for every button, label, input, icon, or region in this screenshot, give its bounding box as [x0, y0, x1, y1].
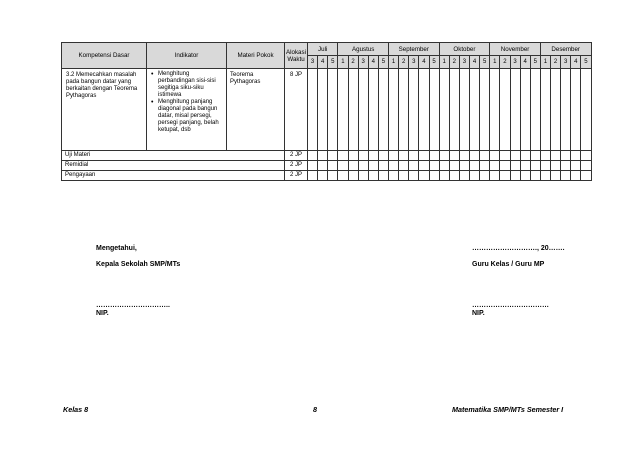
week-cell — [368, 151, 378, 161]
week-cell — [581, 69, 591, 151]
week-cell — [500, 151, 510, 161]
week-cell — [439, 151, 449, 161]
header-alokasi-line2: Waktu — [287, 55, 305, 63]
week-cell — [480, 171, 490, 181]
week-cell — [389, 151, 399, 161]
week-cell — [551, 171, 561, 181]
indikator-item: • Menghitung perbandingan sisi-sisi segitiga siku-siku istimewa — [151, 71, 224, 99]
header-month: Desember — [540, 43, 591, 56]
week-cell — [530, 69, 540, 151]
sub-row-jp: 2 JP — [285, 151, 308, 161]
week-cell — [318, 161, 328, 171]
week-cell — [308, 151, 318, 161]
header-week: 4 — [368, 56, 378, 69]
sub-row-label: Remidial — [62, 161, 285, 171]
header-indikator: Indikator — [147, 43, 227, 69]
week-cell — [389, 69, 399, 151]
week-cell — [530, 151, 540, 161]
week-cell — [338, 69, 348, 151]
week-cell — [449, 69, 459, 151]
header-month: September — [389, 43, 440, 56]
week-cell — [530, 161, 540, 171]
week-cell — [409, 161, 419, 171]
header-week: 4 — [419, 56, 429, 69]
header-week: 3 — [510, 56, 520, 69]
week-cell — [571, 161, 581, 171]
header-week: 4 — [318, 56, 328, 69]
week-cell — [510, 69, 520, 151]
week-cell — [581, 171, 591, 181]
week-cell — [419, 171, 429, 181]
week-cell — [459, 171, 469, 181]
header-week: 2 — [551, 56, 561, 69]
header-month: Oktober — [439, 43, 490, 56]
week-cell — [510, 161, 520, 171]
signature-left-nip: NIP. — [96, 310, 109, 317]
week-cell — [520, 69, 530, 151]
week-cell — [338, 171, 348, 181]
footer-page-number: 8 — [313, 405, 317, 414]
week-cell — [510, 171, 520, 181]
signature-mengetahui: Mengetahui, — [96, 245, 137, 252]
week-cell — [551, 161, 561, 171]
week-cell — [449, 161, 459, 171]
week-cell — [409, 69, 419, 151]
cell-kompetensi-dasar: 3.2 Memecahkan masalah pada bangun datar yang berkaitan dengan Teorema Pythagoras — [62, 69, 147, 151]
signature-kepala-sekolah: Kepala Sekolah SMP/MTs — [96, 261, 181, 268]
header-week: 4 — [571, 56, 581, 69]
week-cell — [449, 151, 459, 161]
table-row-sub — [62, 171, 592, 181]
week-cell — [581, 161, 591, 171]
week-cell — [368, 161, 378, 171]
week-cell — [540, 171, 550, 181]
week-cell — [470, 161, 480, 171]
header-week: 1 — [490, 56, 500, 69]
week-cell — [348, 69, 358, 151]
week-cell — [480, 151, 490, 161]
header-kompetensi-dasar: Kompetensi Dasar — [62, 43, 147, 69]
week-cell — [490, 69, 500, 151]
header-week: 1 — [439, 56, 449, 69]
table-row-sub — [62, 161, 592, 171]
week-cell — [378, 151, 388, 161]
week-cell — [500, 69, 510, 151]
header-week: 4 — [470, 56, 480, 69]
week-cell — [540, 161, 550, 171]
header-week: 3 — [561, 56, 571, 69]
week-cell — [348, 161, 358, 171]
table-row-kd-3-2 — [62, 69, 592, 151]
week-cell — [348, 171, 358, 181]
header-week: 2 — [500, 56, 510, 69]
signature-left-dots: ………………………….. — [96, 302, 170, 309]
week-cell — [490, 161, 500, 171]
week-cell — [308, 171, 318, 181]
week-cell — [439, 171, 449, 181]
week-cell — [439, 69, 449, 151]
signature-right-dots: …………………………… — [472, 302, 549, 309]
week-cell — [551, 151, 561, 161]
week-cell — [358, 171, 368, 181]
week-cell — [561, 171, 571, 181]
week-cell — [520, 151, 530, 161]
week-cell — [561, 161, 571, 171]
cell-indikator — [147, 69, 227, 151]
week-cell — [399, 151, 409, 161]
week-cell — [328, 69, 338, 151]
week-cell — [378, 171, 388, 181]
indikator-item: • Menghitung panjang diagonal pada bangun datar, misal persegi, persegi panjang, belah ketupat, dsb — [151, 99, 224, 134]
week-cell — [571, 171, 581, 181]
week-cell — [530, 171, 540, 181]
sub-row-label: Uji Materi — [62, 151, 285, 161]
week-cell — [480, 161, 490, 171]
week-cell — [470, 69, 480, 151]
header-alokasi-line1: Alokasi — [286, 48, 306, 56]
header-week: 5 — [480, 56, 490, 69]
sub-row-jp: 2 JP — [285, 161, 308, 171]
header-week: 3 — [459, 56, 469, 69]
week-cell — [419, 161, 429, 171]
week-cell — [389, 171, 399, 181]
header-month: Juli — [308, 43, 338, 56]
week-cell — [459, 151, 469, 161]
week-cell — [348, 151, 358, 161]
week-cell — [540, 69, 550, 151]
week-cell — [368, 69, 378, 151]
week-cell — [429, 171, 439, 181]
cell-materi-pokok: Teorema Pythagoras — [227, 69, 285, 151]
week-cell — [328, 171, 338, 181]
schedule-table — [61, 42, 592, 181]
week-cell — [490, 151, 500, 161]
sub-row-label: Pengayaan — [62, 171, 285, 181]
header-week: 5 — [581, 56, 591, 69]
week-cell — [318, 151, 328, 161]
week-cell — [358, 69, 368, 151]
header-week: 5 — [530, 56, 540, 69]
week-cell — [338, 151, 348, 161]
week-cell — [308, 161, 318, 171]
week-cell — [470, 151, 480, 161]
week-cell — [419, 151, 429, 161]
footer-subject: Matematika SMP/MTs Semester I — [452, 405, 564, 414]
header-week: 2 — [399, 56, 409, 69]
week-cell — [338, 161, 348, 171]
week-cell — [409, 151, 419, 161]
indikator-list — [151, 71, 224, 134]
week-cell — [328, 151, 338, 161]
header-week: 4 — [520, 56, 530, 69]
week-cell — [470, 171, 480, 181]
week-cell — [490, 171, 500, 181]
week-cell — [540, 151, 550, 161]
week-cell — [419, 69, 429, 151]
header-materi-pokok: Materi Pokok — [227, 43, 285, 69]
sub-row-jp: 2 JP — [285, 171, 308, 181]
week-cell — [571, 69, 581, 151]
week-cell — [551, 69, 561, 151]
week-cell — [561, 151, 571, 161]
week-cell — [378, 69, 388, 151]
week-cell — [581, 151, 591, 161]
week-cell — [439, 161, 449, 171]
header-week: 2 — [449, 56, 459, 69]
week-cell — [318, 171, 328, 181]
week-cell — [459, 69, 469, 151]
week-cell — [308, 69, 318, 151]
cell-alokasi-waktu: 8 JP — [285, 69, 308, 151]
week-cell — [358, 161, 368, 171]
header-week: 5 — [378, 56, 388, 69]
header-row-months — [62, 43, 592, 56]
week-cell — [449, 171, 459, 181]
week-cell — [500, 171, 510, 181]
header-alokasi-waktu — [285, 43, 308, 69]
week-cell — [561, 69, 571, 151]
week-cell — [389, 161, 399, 171]
header-week: 1 — [540, 56, 550, 69]
week-cell — [510, 151, 520, 161]
week-cell — [399, 69, 409, 151]
header-week: 2 — [348, 56, 358, 69]
signature-guru: Guru Kelas / Guru MP — [472, 261, 545, 268]
week-cell — [399, 171, 409, 181]
week-cell — [520, 161, 530, 171]
week-cell — [328, 161, 338, 171]
table-row-sub — [62, 151, 592, 161]
week-cell — [571, 151, 581, 161]
footer-class: Kelas 8 — [63, 405, 89, 414]
week-cell — [500, 161, 510, 171]
week-cell — [378, 161, 388, 171]
header-week: 1 — [338, 56, 348, 69]
header-month: November — [490, 43, 541, 56]
week-cell — [429, 151, 439, 161]
week-cell — [399, 161, 409, 171]
week-cell — [368, 171, 378, 181]
week-cell — [429, 161, 439, 171]
header-week: 3 — [409, 56, 419, 69]
header-week: 5 — [429, 56, 439, 69]
header-week: 3 — [308, 56, 318, 69]
week-cell — [429, 69, 439, 151]
signature-date-place: ………………………., 20……. — [472, 245, 565, 252]
week-cell — [409, 171, 419, 181]
week-cell — [459, 161, 469, 171]
header-week: 1 — [389, 56, 399, 69]
week-cell — [358, 151, 368, 161]
header-week: 3 — [358, 56, 368, 69]
week-cell — [480, 69, 490, 151]
header-week: 5 — [328, 56, 338, 69]
week-cell — [318, 69, 328, 151]
header-month: Agustus — [338, 43, 389, 56]
week-cell — [520, 171, 530, 181]
signature-right-nip: NIP. — [472, 310, 485, 317]
